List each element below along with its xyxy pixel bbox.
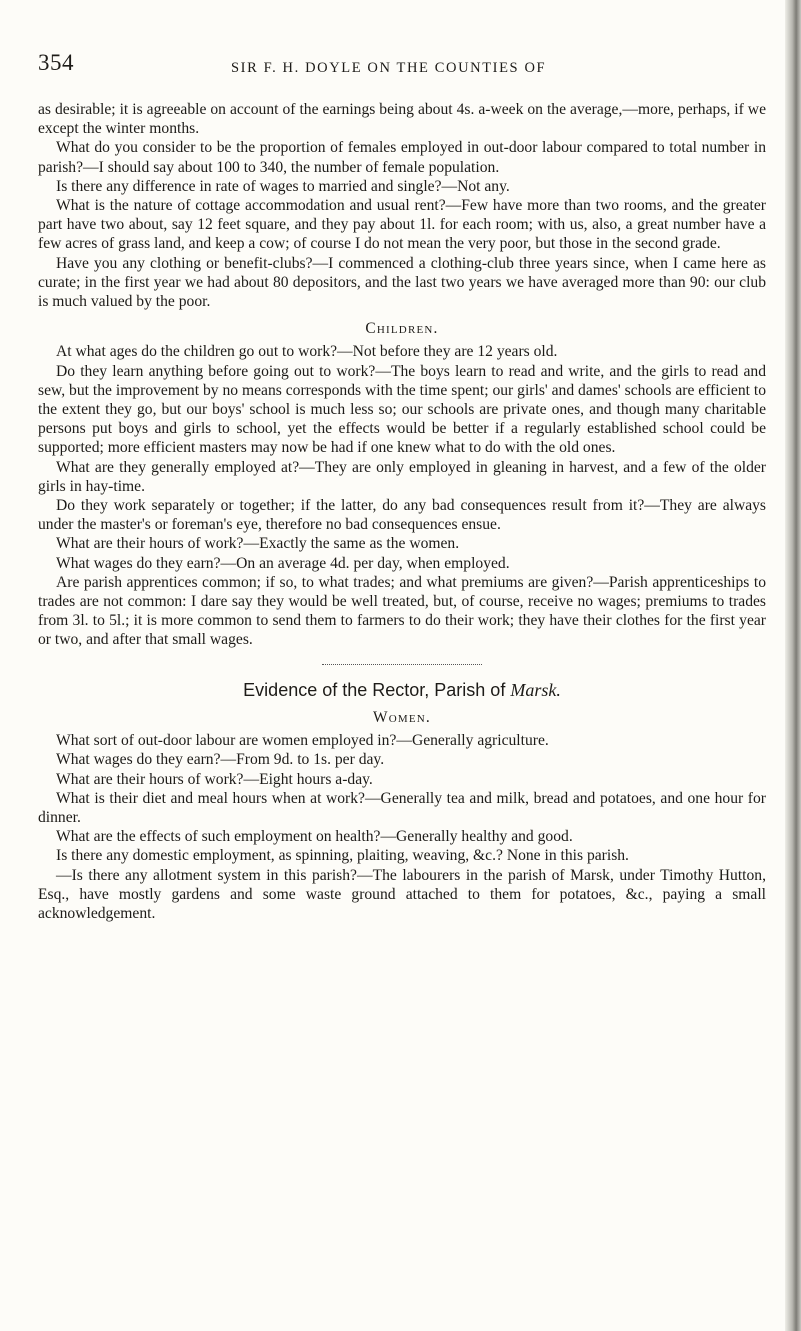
section-heading-women: Women. — [373, 708, 431, 726]
evidence-title-place: Marsk. — [510, 679, 561, 700]
body-text — [38, 100, 766, 923]
paragraph: Have you any clothing or benefit-clubs?—I commenced a clothing-club three years since, when I came here as curate; in the first year we had about 80 depositors, and the last two years we have averaged more than 90: our club is much valued by the poor. — [38, 254, 766, 311]
paragraph: What is the nature of cottage accommodation and usual rent?—Few have more than two rooms, and the greater part have two about, say 12 feet square, and they pay about 1l. for each room; with us, also, a great number have a few acres of grass land, and keep a cow; of course I do not mean the very poor, but those in the second grade. — [38, 197, 766, 253]
paragraph: What are their hours of work?—Eight hours a-day. — [56, 770, 373, 788]
page-number: 354 — [38, 50, 74, 75]
evidence-title-prefix: Evidence of the Rector, Parish of — [243, 679, 511, 700]
paragraph: What are their hours of work?—Exactly the same as the women. — [56, 535, 460, 553]
paragraph: Do they work separately or together; if the latter, do any bad consequences result from it?—They are always under the master's or foreman's eye, therefore no bad consequences ensue. — [38, 497, 766, 534]
paragraph: Is there any difference in rate of wages to married and single?—Not any. — [56, 177, 510, 195]
paragraph: What wages do they earn?—From 9d. to 1s. per day. — [56, 751, 385, 769]
paragraph: What sort of out-door labour are women employed in?—Generally agriculture. — [56, 732, 549, 750]
paragraph: Are parish apprentices common; if so, to what trades; and what premiums are given?—Parish apprenticeships to trades are not common: I dare say they would be well treated, but, of course, receive no wages; premiums to trades from 3l. to 5l.; it is more common to send them to farmers to do their work; they have their clothes for the first year or two, and after that small wages. — [38, 573, 766, 649]
evidence-title — [38, 681, 766, 700]
book-page-edge — [785, 0, 801, 1331]
paragraph: as desirable; it is agreeable on account of the earnings being about 4s. a-week on the average,—more, perhaps, if we except the winter months. — [38, 101, 766, 138]
paragraph: What are the effects of such employment on health?—Generally healthy and good. — [56, 828, 573, 846]
paragraph: What do you consider to be the proportion of females employed in out-door labour compared to total number in parish?—I should say about 100 to 340, the number of female population. — [38, 139, 766, 176]
paragraph: Do they learn anything before going out to work?—The boys learn to read and write, and the girls to read and sew, but the improvement by no means corresponds with the time spent; our girls' and dames' schools are efficient to the extent they go, but our boys' school is much less so; our schools are private ones, and though many charitable persons put boys and girls to school, yet the effects would be better if a regularly established school could be supported; more efficient masters may now be had if one knew what to do with the old ones. — [38, 362, 766, 457]
paragraph: What wages do they earn?—On an average 4d. per day, when employed. — [56, 554, 510, 572]
page-header — [38, 50, 766, 80]
paragraph: What is their diet and meal hours when at work?—Generally tea and milk, bread and potatoes, and one hour for dinner. — [38, 789, 766, 826]
section-divider — [322, 664, 482, 665]
paragraph: —Is there any allotment system in this parish?—The labourers in the parish of Marsk, under Timothy Hutton, Esq., have mostly gardens and some waste ground attached to them for potatoes, &c., paying a small acknowledgement. — [38, 866, 766, 922]
paragraph: What are they generally employed at?—They are only employed in gleaning in harvest, and a few of the older girls in hay-time. — [38, 458, 766, 495]
paragraph: Is there any domestic employment, as spinning, plaiting, weaving, &c.? None in this parish. — [56, 847, 629, 865]
running-head: SIR F. H. DOYLE ON THE COUNTIES OF — [231, 60, 547, 76]
paragraph: At what ages do the children go out to work?—Not before they are 12 years old. — [56, 343, 558, 361]
section-heading-children: Children. — [365, 320, 439, 338]
